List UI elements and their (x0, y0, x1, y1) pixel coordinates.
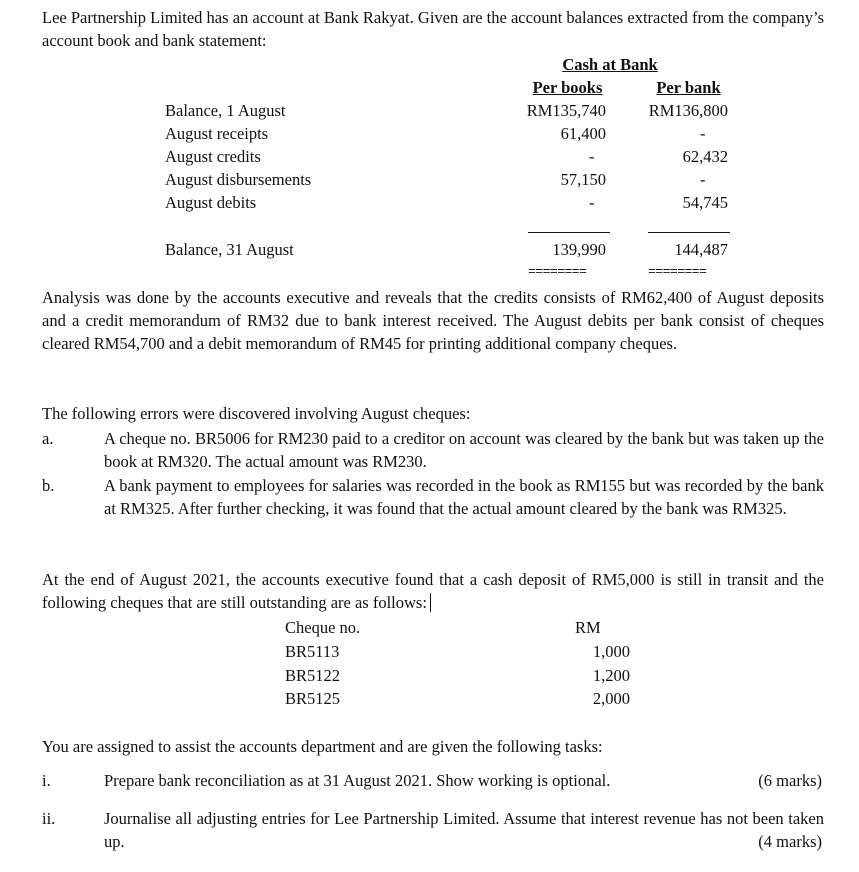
books-value: 61,400 (560, 124, 606, 143)
books-value: 57,150 (560, 170, 606, 189)
row-label: Balance, 1 August (165, 101, 286, 120)
cheque-amount: 2,000 (592, 689, 630, 708)
bank-double-rule: ======== (648, 264, 707, 279)
cheque-number: BR5113 (285, 642, 340, 661)
row-label: August credits (165, 147, 261, 166)
column-header-per-books: Per books (532, 78, 603, 97)
marks-label: (4 marks) (758, 832, 822, 851)
books-value: RM135,740 (526, 101, 606, 120)
outstanding-text: At the end of August 2021, the accounts executive found that a cash deposit of RM5,000 is still in transit and the following cheques that are still outstanding are as follows: (42, 570, 824, 612)
item-marker: a. (42, 429, 54, 448)
books-closing-value: 139,990 (552, 240, 606, 259)
bank-closing-value: 144,487 (674, 240, 728, 259)
cheque-number: BR5122 (285, 666, 341, 685)
item-text: A bank payment to employees for salaries was recorded in the book as RM155 but was recorded by the bank at RM325. After further checking, it was found that the actual amount cleared by the bank was RM325. (104, 476, 824, 518)
column-header-cheque-no: Cheque no. (285, 618, 361, 637)
books-subtotal-rule (528, 232, 610, 233)
bank-value: RM136,800 (648, 101, 728, 120)
item-marker: b. (42, 476, 55, 495)
cheque-amount: 1,000 (592, 642, 630, 661)
row-label: Balance, 31 August (165, 240, 294, 259)
table-title: Cash at Bank (562, 55, 658, 74)
books-value: - (589, 147, 595, 166)
tasks-intro: You are assigned to assist the accounts department and are given the following tasks: (42, 737, 603, 756)
outstanding-paragraph (42, 568, 824, 614)
column-header-rm: RM (575, 618, 601, 637)
item-text: A cheque no. BR5006 for RM230 paid to a creditor on account was cleared by the bank but was taken up the book at RM320. The actual amount was RM230. (104, 429, 824, 471)
row-label: August receipts (165, 124, 269, 143)
analysis-paragraph: Analysis was done by the accounts executive and reveals that the credits consists of RM62,400 of August deposits and a credit memorandum of RM32 due to bank interest received. The August debits per bank consist of cheques cleared RM54,700 and a debit memorandum of RM45 for printing additional company cheques. (42, 288, 824, 353)
errors-heading: The following errors were discovered involving August cheques: (42, 404, 471, 423)
bank-value: - (700, 170, 706, 189)
cheque-number: BR5125 (285, 689, 341, 708)
text-cursor (430, 593, 431, 612)
row-label: August disbursements (165, 170, 312, 189)
item-text: Prepare bank reconciliation as at 31 August 2021. Show working is optional. (104, 771, 611, 790)
marks-label: (6 marks) (758, 771, 822, 790)
cheque-amount: 1,200 (592, 666, 630, 685)
intro-paragraph: Lee Partnership Limited has an account at Bank Rakyat. Given are the account balances extracted from the company’s account book and bank statement: (42, 8, 824, 50)
bank-value: - (700, 124, 706, 143)
bank-value: 62,432 (682, 147, 728, 166)
books-double-rule: ======== (528, 264, 587, 279)
item-text: Journalise all adjusting entries for Lee Partnership Limited. Assume that interest revenue has not been taken up. (104, 809, 824, 851)
item-marker: ii. (42, 809, 56, 828)
books-value: - (589, 193, 595, 212)
column-header-per-bank: Per bank (656, 78, 721, 97)
bank-value: 54,745 (682, 193, 728, 212)
bank-subtotal-rule (648, 232, 730, 233)
item-marker: i. (42, 771, 51, 790)
row-label: August debits (165, 193, 257, 212)
